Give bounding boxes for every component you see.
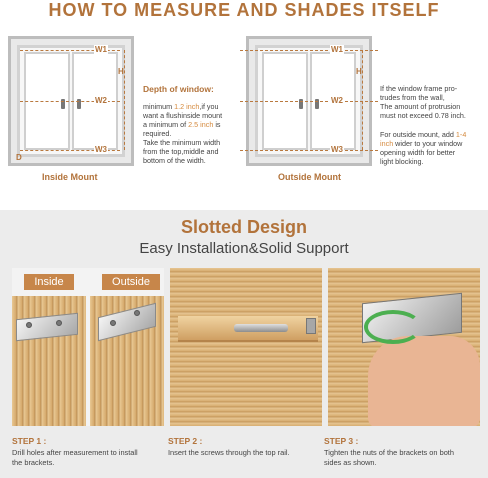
description-line: opening width for better bbox=[380, 148, 456, 157]
inside-mount-caption: Inside Mount bbox=[42, 172, 98, 182]
description-line: must not exceed 0.78 inch. bbox=[380, 111, 466, 120]
inside-tag: Inside bbox=[24, 274, 74, 290]
page-title: HOW TO MEASURE AND SHADES ITSELF bbox=[48, 0, 440, 20]
tighten-photo bbox=[328, 268, 480, 426]
description-line: For outside mount, add 1-4 bbox=[380, 130, 467, 139]
screw-shaft bbox=[234, 324, 288, 332]
step-2-label: STEP 2 : bbox=[168, 436, 203, 446]
description-line: minimum 1.2 inch,if you bbox=[143, 102, 219, 111]
rotate-arrow-icon bbox=[364, 310, 422, 344]
w2-label-outside: W2 bbox=[331, 96, 343, 105]
description-line: If the window frame pro- bbox=[380, 84, 458, 93]
step-2-text: Insert the screws through the top rail. bbox=[168, 448, 290, 457]
w2-label: W2 bbox=[95, 96, 107, 105]
outside-mount-note bbox=[380, 130, 486, 166]
hand-image bbox=[368, 336, 480, 426]
slotted-subtitle: Easy Installation&Solid Support bbox=[139, 240, 349, 257]
step-1-text: Drill holes after measurement to install the brackets. bbox=[12, 448, 138, 467]
w3-label: W3 bbox=[95, 145, 107, 154]
h-label-outside: H bbox=[356, 67, 362, 76]
d-label: D bbox=[16, 153, 22, 162]
screw-icon bbox=[26, 322, 32, 328]
description-line: from the top,middle and bbox=[143, 147, 219, 156]
depth-title: Depth of window: bbox=[143, 84, 214, 94]
description-line: The amount of protrusion bbox=[380, 102, 461, 111]
description-line: bottom of the width. bbox=[143, 156, 206, 165]
outside-bracket-photo bbox=[90, 296, 164, 426]
nut-icon bbox=[306, 318, 316, 334]
description-line: want a flushinside mount bbox=[143, 111, 223, 120]
description-line: inch wider to your window bbox=[380, 139, 463, 148]
description-line: light blocking. bbox=[380, 157, 424, 166]
w3-label-outside: W3 bbox=[331, 145, 343, 154]
depth-description bbox=[143, 102, 243, 165]
outside-tag: Outside bbox=[102, 274, 160, 290]
step-3-text: Tighten the nuts of the brackets on both sides as shown. bbox=[324, 448, 454, 467]
outside-mount-caption: Outside Mount bbox=[278, 172, 341, 182]
h-label: H bbox=[118, 67, 124, 76]
inside-bracket-photo bbox=[12, 296, 86, 426]
screw-icon bbox=[134, 310, 140, 316]
inside-outside-photo bbox=[12, 268, 164, 426]
screw-icon bbox=[110, 320, 116, 326]
w1-label-outside: W1 bbox=[331, 45, 343, 54]
description-line: a minimum of 2.5 inch is bbox=[143, 120, 221, 129]
description-line: required. bbox=[143, 129, 172, 138]
screw-icon bbox=[56, 320, 62, 326]
screw-insert-photo bbox=[170, 268, 322, 426]
measure-section bbox=[0, 22, 488, 208]
step-3-label: STEP 3 : bbox=[324, 436, 359, 446]
description-line: Take the minimum width bbox=[143, 138, 221, 147]
w1-label: W1 bbox=[95, 45, 107, 54]
slotted-title: Slotted Design bbox=[180, 217, 307, 237]
protrusion-note bbox=[380, 84, 486, 120]
step-1-label: STEP 1 : bbox=[12, 436, 47, 446]
description-line: trudes from the wall, bbox=[380, 93, 445, 102]
